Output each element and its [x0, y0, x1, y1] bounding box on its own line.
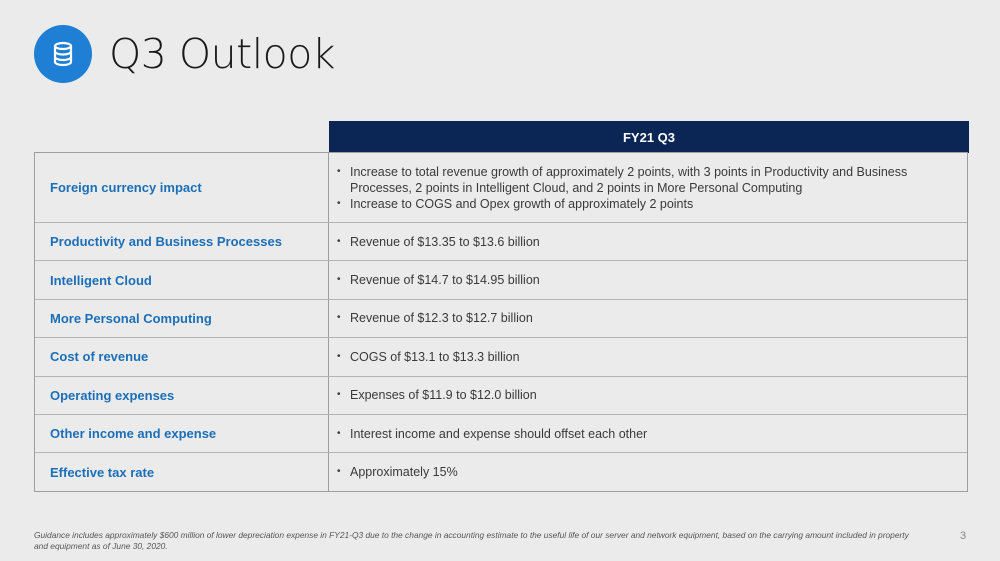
row-label: Cost of revenue — [35, 338, 329, 375]
bullet-text: Revenue of $14.7 to $14.95 billion — [350, 273, 540, 288]
bullet-text: Expenses of $11.9 to $12.0 billion — [350, 388, 537, 403]
bullet-item — [337, 387, 937, 403]
row-value — [329, 223, 967, 260]
row-value — [329, 338, 967, 375]
footnote: Guidance includes approximately $600 million of lower depreciation expense in FY21-Q3 due to the change in accounting estimate to the useful life of our server and network equipment, based on the carrying amount included in property and equipment as of June 30, 2020. — [34, 530, 909, 551]
table-row — [35, 376, 967, 414]
row-label: Other income and expense — [35, 415, 329, 452]
bullet-icon: • — [337, 197, 341, 209]
bullet-item — [337, 272, 937, 288]
row-label: Effective tax rate — [35, 453, 329, 490]
page-number: 3 — [960, 530, 967, 542]
database-icon — [52, 41, 74, 67]
bullet-text: Revenue of $12.3 to $12.7 billion — [350, 311, 533, 326]
bullet-item — [337, 164, 937, 196]
row-value — [329, 261, 967, 298]
bullet-icon: • — [337, 350, 341, 362]
bullet-icon: • — [337, 466, 341, 478]
bullet-text: Increase to total revenue growth of approximately 2 points, with 3 points in Productivity and Business Processes, 2 points in Intelligent Cloud, and 2 points in More Personal Computing — [350, 164, 908, 195]
table-row — [35, 260, 967, 298]
bullet-item — [337, 426, 937, 442]
bullet-item — [337, 234, 937, 250]
column-header: FY21 Q3 — [329, 121, 969, 153]
bullet-icon: • — [337, 312, 341, 324]
table-row — [35, 452, 967, 490]
bullet-text: Increase to COGS and Opex growth of approximately 2 points — [350, 196, 694, 211]
bullet-icon: • — [337, 165, 341, 177]
bullet-text: COGS of $13.1 to $13.3 billion — [350, 349, 520, 364]
logo-badge — [34, 25, 92, 83]
row-label: More Personal Computing — [35, 300, 329, 337]
row-value — [329, 300, 967, 337]
bullet-icon: • — [337, 427, 341, 439]
row-label: Productivity and Business Processes — [35, 223, 329, 260]
row-value — [329, 153, 967, 222]
table-row — [35, 414, 967, 452]
outlook-table — [34, 152, 968, 492]
bullet-text: Interest income and expense should offset each other — [350, 426, 648, 441]
bullet-icon: • — [337, 274, 341, 286]
bullet-text: Revenue of $13.35 to $13.6 billion — [350, 234, 540, 249]
bullet-text: Approximately 15% — [350, 465, 458, 480]
row-value — [329, 377, 967, 414]
row-label: Operating expenses — [35, 377, 329, 414]
table-row — [35, 337, 967, 375]
table-row — [35, 153, 967, 222]
bullet-item — [337, 196, 937, 212]
bullet-icon: • — [337, 235, 341, 247]
bullet-item — [337, 464, 937, 480]
row-label: Intelligent Cloud — [35, 261, 329, 298]
bullet-item — [337, 349, 937, 365]
page-title: Q3 Outlook — [109, 30, 336, 78]
row-label: Foreign currency impact — [35, 153, 329, 222]
row-value — [329, 453, 967, 490]
bullet-icon: • — [337, 389, 341, 401]
table-row — [35, 299, 967, 337]
bullet-item — [337, 310, 937, 326]
row-value — [329, 415, 967, 452]
table-row — [35, 222, 967, 260]
